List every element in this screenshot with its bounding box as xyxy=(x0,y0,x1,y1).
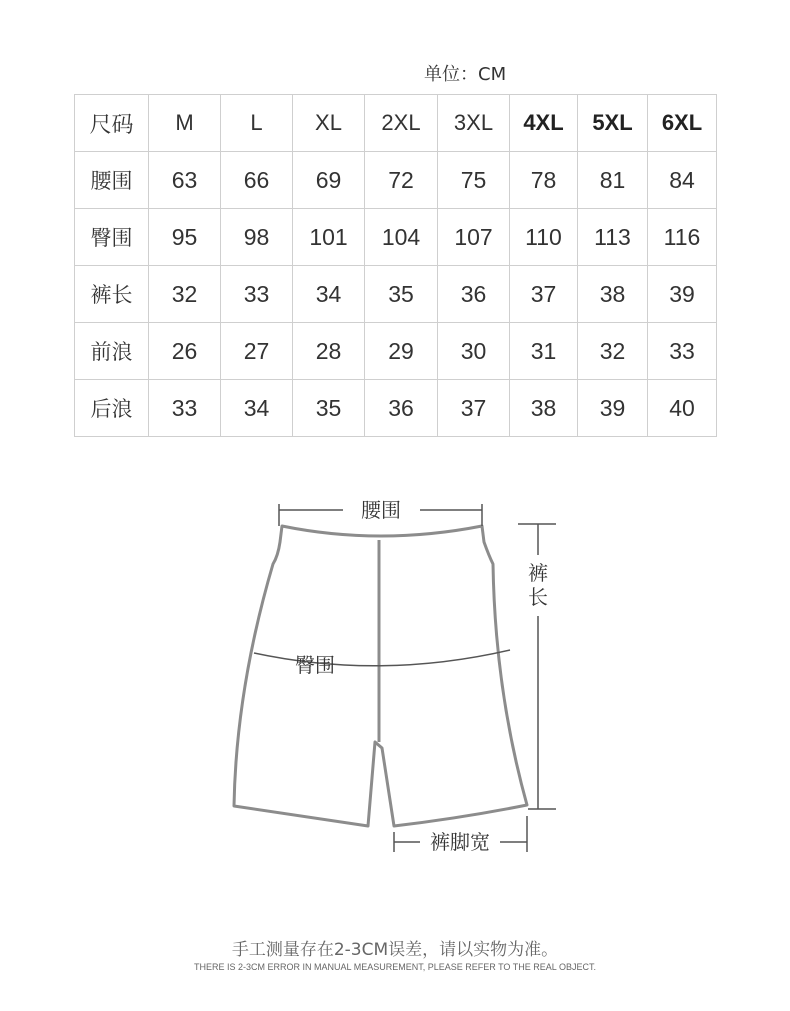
table-row-back-rise xyxy=(75,380,717,437)
table-cell: 34 xyxy=(293,266,365,323)
table-cell: 36 xyxy=(438,266,510,323)
header-cell-5xl: 5XL xyxy=(578,95,648,152)
table-cell: 33 xyxy=(149,380,221,437)
measurement-note-en: THERE IS 2-3CM ERROR IN MANUAL MEASUREMENT, PLEASE REFER TO THE REAL OBJECT. xyxy=(194,962,596,972)
header-row xyxy=(75,95,717,152)
header-cell-size: 尺码 xyxy=(75,95,149,152)
table-cell: 38 xyxy=(578,266,648,323)
table-cell: 27 xyxy=(221,323,293,380)
shorts-measurement-diagram xyxy=(0,480,790,880)
header-cell-4xl: 4XL xyxy=(510,95,578,152)
table-cell: 39 xyxy=(578,380,648,437)
hem-label: 裤脚宽 xyxy=(430,830,490,854)
waist-label: 腰围 xyxy=(361,498,401,522)
measurement-note-cn: 手工测量存在2-3CM误差，请以实物为准。 xyxy=(231,940,559,960)
table-cell: 81 xyxy=(578,152,648,209)
header-cell-m: M xyxy=(149,95,221,152)
table-cell: 84 xyxy=(648,152,717,209)
table-cell: 38 xyxy=(510,380,578,437)
hip-label: 臀围 xyxy=(295,653,335,677)
header-cell-l: L xyxy=(221,95,293,152)
table-cell: 40 xyxy=(648,380,717,437)
unit-label: 单位：CM xyxy=(424,64,507,85)
header-cell-6xl: 6XL xyxy=(648,95,717,152)
size-chart-table xyxy=(74,94,717,437)
hip-measure-line xyxy=(254,650,510,666)
table-cell: 29 xyxy=(365,323,438,380)
table-cell: 101 xyxy=(293,209,365,266)
row-label: 腰围 xyxy=(75,152,149,209)
table-cell: 31 xyxy=(510,323,578,380)
table-cell: 66 xyxy=(221,152,293,209)
row-label: 裤长 xyxy=(75,266,149,323)
table-cell: 32 xyxy=(578,323,648,380)
table-cell: 63 xyxy=(149,152,221,209)
table-cell: 75 xyxy=(438,152,510,209)
length-label-bottom: 长 xyxy=(528,585,548,609)
table-cell: 34 xyxy=(221,380,293,437)
table-cell: 78 xyxy=(510,152,578,209)
table-cell: 107 xyxy=(438,209,510,266)
table-cell: 35 xyxy=(365,266,438,323)
table-cell: 37 xyxy=(438,380,510,437)
header-cell-3xl: 3XL xyxy=(438,95,510,152)
table-cell: 72 xyxy=(365,152,438,209)
shorts-outline xyxy=(234,526,527,826)
table-cell: 113 xyxy=(578,209,648,266)
table-row-waist xyxy=(75,152,717,209)
table-cell: 104 xyxy=(365,209,438,266)
row-label: 后浪 xyxy=(75,380,149,437)
table-cell: 95 xyxy=(149,209,221,266)
table-cell: 33 xyxy=(648,323,717,380)
table-cell: 39 xyxy=(648,266,717,323)
table-cell: 32 xyxy=(149,266,221,323)
table-cell: 28 xyxy=(293,323,365,380)
table-cell: 26 xyxy=(149,323,221,380)
row-label: 前浪 xyxy=(75,323,149,380)
table-cell: 110 xyxy=(510,209,578,266)
table-cell: 33 xyxy=(221,266,293,323)
table-cell: 36 xyxy=(365,380,438,437)
table-cell: 98 xyxy=(221,209,293,266)
table-row-front-rise xyxy=(75,323,717,380)
table-cell: 30 xyxy=(438,323,510,380)
header-cell-2xl: 2XL xyxy=(365,95,438,152)
table-cell: 37 xyxy=(510,266,578,323)
table-cell: 116 xyxy=(648,209,717,266)
table-row-length xyxy=(75,266,717,323)
table-cell: 35 xyxy=(293,380,365,437)
table-row-hip xyxy=(75,209,717,266)
header-cell-xl: XL xyxy=(293,95,365,152)
table-cell: 69 xyxy=(293,152,365,209)
length-label-top: 裤 xyxy=(528,561,548,585)
row-label: 臀围 xyxy=(75,209,149,266)
